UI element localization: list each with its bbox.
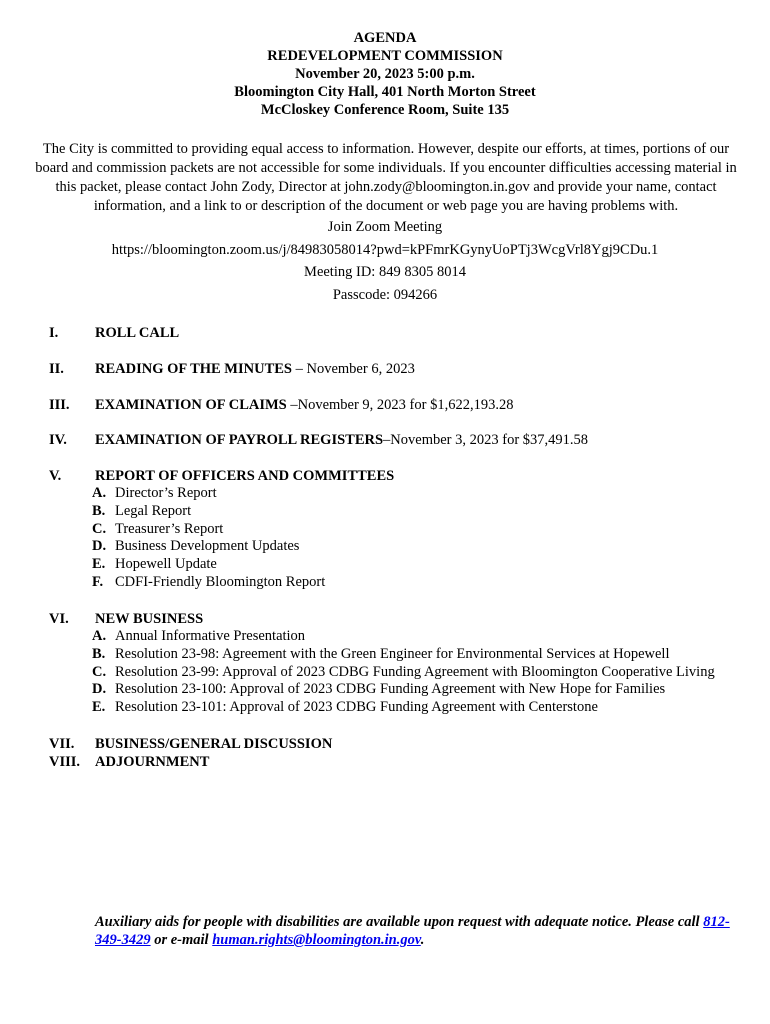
sub-item-text: Annual Informative Presentation	[115, 628, 306, 644]
sub-item-text: CDFI-Friendly Bloomington Report	[115, 573, 326, 590]
footer-text: Auxiliary aids for people with disabilities are available upon request with adequate notice. Please call	[95, 914, 704, 930]
sub-item-letter: B.	[92, 645, 106, 662]
item-detail: –November 9, 2023 for $1,622,193.28	[286, 397, 514, 413]
header-commission: REDEVELOPMENT COMMISSION	[267, 48, 503, 64]
item-detail: –November 3, 2023 for $37,491.58	[383, 432, 589, 448]
zoom-join-label: Join Zoom Meeting	[327, 219, 443, 235]
item-number: I.	[49, 325, 59, 341]
item-title: NEW BUSINESS	[95, 611, 204, 627]
item-title: EXAMINATION OF CLAIMS	[95, 397, 287, 413]
sub-item-letter: A.	[92, 628, 107, 644]
sub-item-letter: F.	[92, 573, 104, 590]
sub-item	[92, 538, 325, 556]
sub-item-text: Resolution 23-100: Approval of 2023 CDBG Funding Agreement with New Hope for Families	[115, 681, 666, 698]
sub-item	[92, 664, 715, 682]
item-number: III.	[49, 397, 70, 413]
sub-item-text: Hopewell Update	[115, 556, 217, 573]
sub-item-letter: E.	[92, 556, 106, 573]
sub-item-list	[92, 628, 715, 717]
header-room: McCloskey Conference Room, Suite 135	[260, 102, 510, 118]
sub-item	[92, 485, 325, 503]
sub-item	[92, 628, 715, 646]
header-location: Bloomington City Hall, 401 North Morton Street	[234, 84, 536, 100]
sub-item	[92, 574, 325, 592]
sub-item-text: Legal Report	[115, 502, 192, 519]
sub-item-text: Treasurer’s Report	[115, 520, 224, 537]
item-number: II.	[49, 361, 64, 377]
auxiliary-aids-notice	[95, 913, 735, 949]
item-number: V.	[49, 468, 62, 484]
sub-item	[92, 699, 715, 717]
sub-item-text: Resolution 23-98: Agreement with the Green Engineer for Environmental Services at Hopewell	[115, 645, 670, 662]
item-title: ROLL CALL	[95, 325, 180, 341]
sub-item-letter: C.	[92, 520, 107, 537]
sub-item-letter: D.	[92, 681, 107, 698]
item-number: VI.	[49, 611, 69, 627]
item-title: BUSINESS/GENERAL DISCUSSION	[95, 736, 333, 752]
sub-item-letter: E.	[92, 699, 106, 716]
sub-item	[92, 556, 325, 574]
sub-item-letter: A.	[92, 485, 107, 501]
sub-item-text: Director’s Report	[115, 485, 217, 501]
accessibility-notice: The City is committed to providing equal access to information. However, despite our efforts, at times, portions of our board and commission packets are not accessible for some individuals. If you encounter difficulties accessing material in this packet, please contact John Zody, Director at john.zody@bloomington.in.gov and provide your name, contact information, and a link to or description of the document or web page you are having problems with.	[35, 141, 737, 214]
item-number: IV.	[49, 432, 67, 448]
footer-text: .	[420, 932, 425, 948]
item-number: VII.	[49, 736, 75, 752]
item-number: VIII.	[49, 754, 81, 770]
phone-link[interactable]: 812-349-3429	[95, 914, 730, 948]
footer-text: or e-mail	[150, 932, 213, 948]
zoom-meeting-id: Meeting ID: 849 8305 8014	[304, 264, 466, 280]
sub-item	[92, 521, 325, 539]
sub-item-letter: C.	[92, 663, 107, 680]
sub-item-letter: B.	[92, 502, 106, 519]
sub-item	[92, 646, 715, 664]
sub-item-list	[92, 485, 325, 592]
sub-item-letter: D.	[92, 538, 107, 555]
sub-item-text: Business Development Updates	[115, 538, 300, 555]
item-title: ADJOURNMENT	[95, 754, 210, 770]
zoom-url[interactable]: https://bloomington.zoom.us/j/84983058014?pwd=kPFmrKGynyUoPTj3WcgVrl8Ygj9CDu.1	[111, 241, 659, 258]
header-title: AGENDA	[353, 30, 417, 46]
item-title: READING OF THE MINUTES	[95, 361, 292, 377]
header-date: November 20, 2023 5:00 p.m.	[295, 66, 475, 82]
sub-item-text: Resolution 23-99: Approval of 2023 CDBG Funding Agreement with Bloomington Cooperative Living	[115, 663, 715, 680]
sub-item	[92, 503, 325, 521]
item-detail: – November 6, 2023	[292, 361, 415, 377]
sub-item	[92, 681, 715, 699]
sub-item-text: Resolution 23-101: Approval of 2023 CDBG Funding Agreement with Centerstone	[115, 699, 598, 716]
item-title: REPORT OF OFFICERS AND COMMITTEES	[95, 468, 395, 484]
zoom-passcode: Passcode: 094266	[332, 286, 438, 303]
item-title: EXAMINATION OF PAYROLL REGISTERS	[95, 432, 384, 448]
email-link[interactable]: human.rights@bloomington.in.gov	[212, 932, 421, 948]
